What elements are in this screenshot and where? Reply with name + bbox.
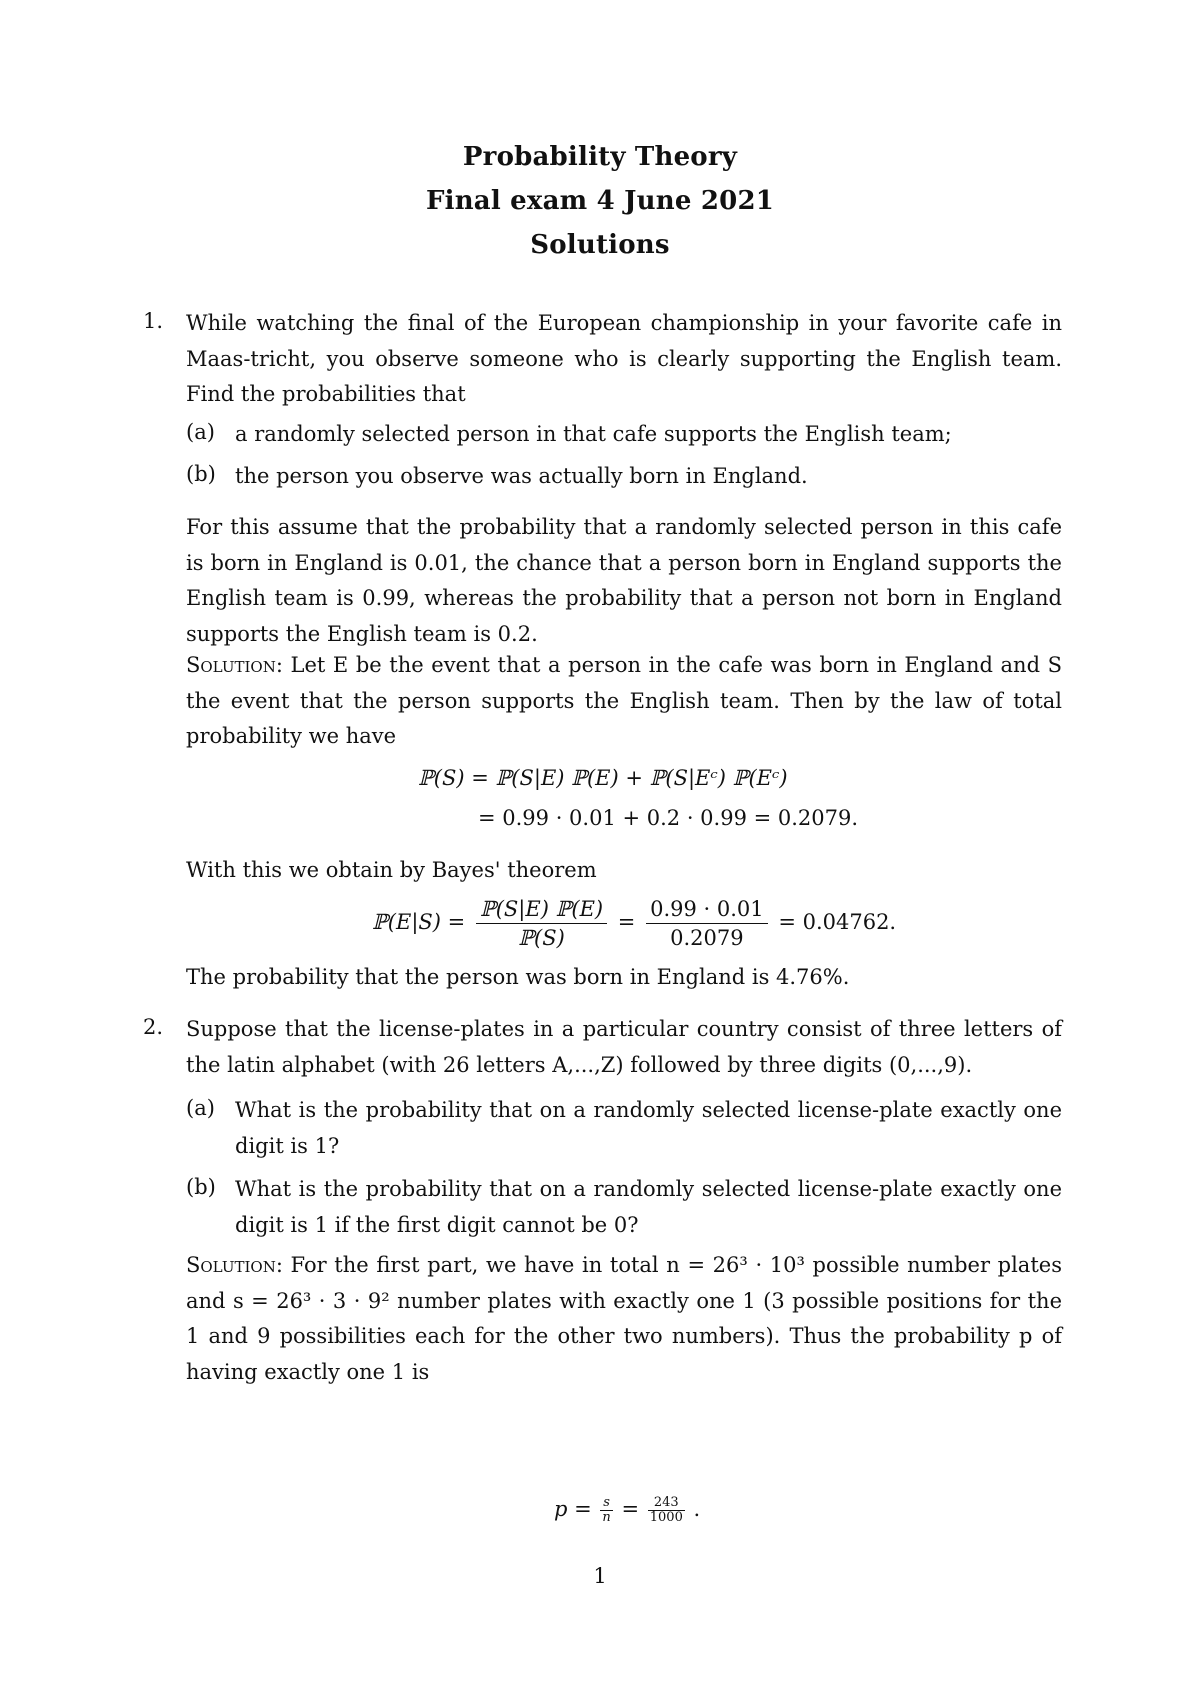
question-2b-text: What is the probability that on a randomly selected license-plate exactly one digit is 1 if the first digit cannot be 0?	[235, 1177, 1062, 1237]
bayes-fraction	[476, 897, 607, 950]
question-1a-text: a randomly selected person in that cafe supports the English team;	[235, 422, 952, 446]
question-2-solution	[186, 1248, 1062, 1390]
question-2-intro: Suppose that the license-plates in a particular country consist of three letters of the latin alphabet (with 26 letters A,...,Z) followed by three digits (0,...,9).	[186, 1017, 1062, 1077]
equation-probability-one	[554, 1496, 700, 1525]
question-1-intro: While watching the final of the European championship in your favorite cafe in Maas-tricht, you observe someone who is clearly supporting the English team. Find the probabilities that	[186, 311, 1062, 406]
solution-text: Let E be the event that a person in the cafe was born in England and S the event that the person supports the English team. Then by the law of total probability we have	[186, 653, 1062, 748]
bayes-result: = 0.04762.	[778, 910, 897, 934]
equals-sign: =	[617, 910, 636, 934]
solution-label: Solution:	[186, 653, 283, 677]
prob-numeric-denominator: 1000	[649, 1510, 683, 1525]
prob-numeric-numerator: 243	[648, 1496, 685, 1511]
question-1-assumption: For this assume that the probability that a randomly selected person in this cafe is born in England is 0.01, the chance that a person born in England supports the English team is 0.99, whereas the probability that a person not born in England supports the English team is 0.2.	[186, 515, 1062, 646]
prob-fraction-numerator: s	[600, 1496, 612, 1511]
bayes-numeric-fraction	[646, 897, 768, 950]
bayes-intro: With this we obtain by Bayes' theorem	[186, 858, 597, 882]
equation-tail: .	[693, 1497, 701, 1521]
equation-total-probability-result: = 0.99 · 0.01 + 0.2 · 0.99 = 0.2079.	[478, 806, 859, 830]
question-2-number: 2.	[143, 1015, 164, 1039]
prob-lhs: p =	[554, 1497, 592, 1521]
question-1a-label: (a)	[186, 420, 215, 444]
question-1b-text: the person you observe was actually born in England.	[235, 464, 808, 488]
question-1b-label: (b)	[186, 462, 216, 486]
bayes-numeric-numerator: 0.99 · 0.01	[646, 897, 768, 924]
document-label: Solutions	[530, 230, 670, 260]
bayes-lhs: ℙ(E|S) =	[372, 910, 466, 934]
bayes-fraction-numerator: ℙ(S|E) ℙ(E)	[476, 897, 607, 924]
question-1-number: 1.	[143, 309, 164, 333]
document-title: Probability Theory	[462, 142, 738, 172]
solution-label: Solution:	[186, 1253, 283, 1277]
equation-bayes	[372, 897, 896, 950]
prob-fraction	[600, 1496, 612, 1525]
bayes-numeric-denominator: 0.2079	[670, 926, 744, 950]
prob-numeric-fraction	[648, 1496, 685, 1525]
question-2b-label: (b)	[186, 1175, 216, 1199]
question-2a-text: What is the probability that on a randomly selected license-plate exactly one digit is 1?	[235, 1098, 1062, 1158]
bayes-fraction-denominator: ℙ(S)	[518, 926, 565, 950]
document-subtitle: Final exam 4 June 2021	[425, 186, 775, 216]
page-number: 1	[593, 1564, 607, 1588]
question-2a-label: (a)	[186, 1096, 215, 1120]
prob-fraction-denominator: n	[602, 1510, 611, 1525]
question-1-conclusion: The probability that the person was born in England is 4.76%.	[186, 965, 850, 989]
equals-sign: =	[621, 1497, 640, 1521]
question-1-solution	[186, 648, 1062, 755]
equation-total-probability: ℙ(S) = ℙ(S|E) ℙ(E) + ℙ(S|Eᶜ) ℙ(Eᶜ)	[418, 766, 788, 790]
solution-text: For the first part, we have in total n = 26³ · 10³ possible number plates and s = 26³ · 3 · 9² number plates with exactly one 1 (3 possible positions for the 1 and 9 possibilities each for the other two numbers). Thus the probability p of having exactly one 1 is	[186, 1253, 1062, 1384]
